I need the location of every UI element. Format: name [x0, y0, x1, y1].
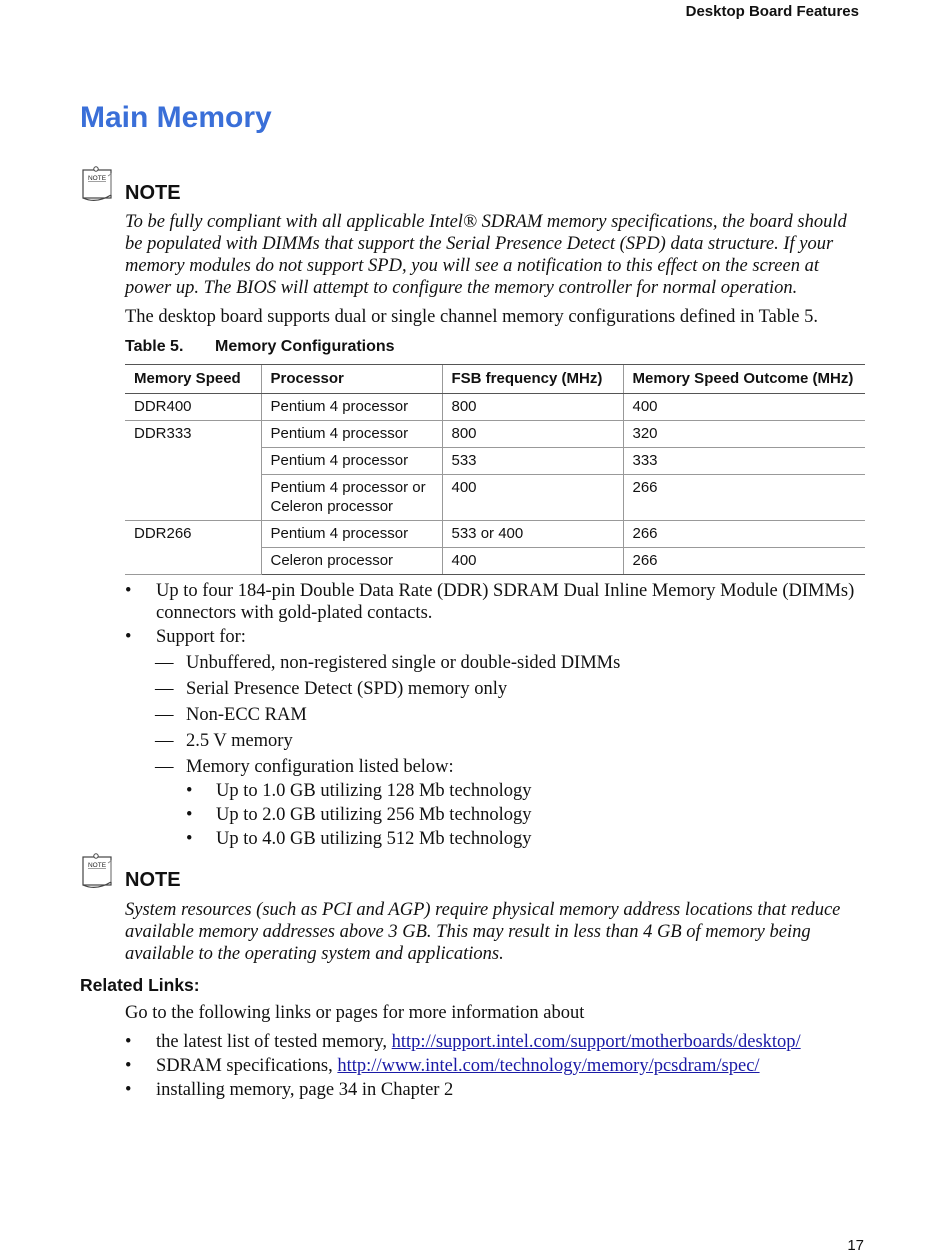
svg-text:NOTE: NOTE — [87, 175, 107, 182]
table-header-row — [125, 365, 865, 394]
table-cell-line: Pentium 4 processor or — [270, 479, 426, 496]
sdram-spec-link[interactable]: http://www.intel.com/technology/memory/pcsdram/spec/ — [337, 1056, 760, 1076]
sub-list-item — [155, 678, 507, 700]
sub-list-item-text: Memory configuration listed below: — [186, 757, 454, 777]
list-item-text: connectors with gold-plated contacts. — [156, 603, 433, 623]
sub-list-item-text: Serial Presence Detect (SPD) memory only — [186, 679, 508, 699]
dash-icon: — — [155, 757, 174, 777]
table-row — [125, 521, 865, 548]
note-line: available memory addresses above 3 GB. This may result in less than 4 GB of memory being — [125, 922, 811, 942]
intro-paragraph: The desktop board supports dual or single channel memory configurations defined in Table 5. — [125, 307, 818, 327]
bullet-icon: • — [125, 581, 132, 601]
related-link-item — [125, 1055, 760, 1077]
related-link-item — [125, 1031, 801, 1053]
list-item-text: Support for: — [156, 627, 246, 647]
sub-list-item-text: Unbuffered, non-registered single or double-sided DIMMs — [186, 653, 621, 673]
table-cell: 333 — [623, 448, 865, 475]
bullet-icon: • — [125, 1032, 132, 1052]
note-icon — [80, 851, 112, 887]
table-cell: 266 — [623, 548, 865, 575]
table-cell: Pentium 4 processor — [261, 394, 442, 421]
sub-sub-list-item — [186, 828, 532, 850]
note-line: To be fully compliant with all applicable Intel® SDRAM memory specifications, the board should — [125, 212, 847, 232]
table-cell: Celeron processor — [261, 548, 442, 575]
sub-list-item — [155, 704, 307, 726]
table-cell: 400 — [442, 548, 623, 575]
sub-sub-list-item — [186, 780, 532, 802]
note-heading: NOTE — [125, 182, 181, 204]
table-cell: 266 — [623, 475, 865, 521]
tested-memory-link[interactable]: http://support.intel.com/support/motherboards/desktop/ — [391, 1032, 801, 1052]
bullet-icon: • — [125, 1080, 132, 1100]
dash-icon: — — [155, 731, 174, 751]
sub-list-item — [155, 730, 293, 752]
page-number: 17 — [847, 1237, 864, 1254]
table-cell: DDR266 — [125, 521, 261, 575]
dash-icon: — — [155, 679, 174, 699]
dash-icon: — — [155, 653, 174, 673]
note-line: power up. The BIOS will attempt to configure the memory controller for normal operation. — [125, 278, 798, 298]
table-caption-title: Memory Configurations — [215, 338, 395, 355]
table-cell: 266 — [623, 521, 865, 548]
page-title: Main Memory — [80, 101, 272, 134]
table-header-cell: FSB frequency (MHz) — [442, 365, 623, 394]
table-row — [125, 421, 865, 448]
table-cell — [261, 475, 442, 521]
table-cell: 800 — [442, 421, 623, 448]
dash-icon: — — [155, 705, 174, 725]
table-header-cell: Memory Speed Outcome (MHz) — [623, 365, 865, 394]
table-caption-number: Table 5. — [125, 338, 184, 355]
list-item-text: Up to four 184-pin Double Data Rate (DDR) SDRAM Dual Inline Memory Module (DIMMs) — [156, 581, 855, 601]
table-cell: DDR400 — [125, 394, 261, 421]
sub-sub-list-item-text: Up to 2.0 GB utilizing 256 Mb technology — [216, 805, 532, 825]
sub-list-item-text: 2.5 V memory — [186, 731, 293, 751]
table-cell-line: Celeron processor — [270, 498, 394, 515]
table-row — [125, 394, 865, 421]
svg-text:NOTE: NOTE — [87, 862, 107, 869]
note-line: available to the operating system and applications. — [125, 944, 504, 964]
note-line: System resources (such as PCI and AGP) require physical memory address locations that reduce — [125, 900, 841, 920]
sub-list-item — [155, 652, 620, 674]
sub-sub-list-item-text: Up to 4.0 GB utilizing 512 Mb technology — [216, 829, 532, 849]
related-link-item — [125, 1079, 453, 1101]
list-item — [125, 626, 246, 648]
related-link-text: SDRAM specifications, — [156, 1056, 338, 1076]
bullet-icon: • — [186, 781, 193, 801]
list-item — [125, 580, 865, 624]
related-link-text: the latest list of tested memory, — [156, 1032, 392, 1052]
table-header-cell: Processor — [261, 365, 442, 394]
bullet-icon: • — [186, 829, 193, 849]
table-cell: 400 — [623, 394, 865, 421]
memory-configurations-table — [125, 364, 865, 575]
note-icon — [80, 164, 112, 200]
table-cell: Pentium 4 processor — [261, 448, 442, 475]
bullet-icon: • — [125, 1056, 132, 1076]
note-line: be populated with DIMMs that support the Serial Presence Detect (SPD) data structure. If your — [125, 234, 834, 254]
sub-sub-list-item-text: Up to 1.0 GB utilizing 128 Mb technology — [216, 781, 532, 801]
table-cell: Pentium 4 processor — [261, 521, 442, 548]
related-link-text: installing memory, page 34 in Chapter 2 — [156, 1080, 454, 1100]
table-header-cell: Memory Speed — [125, 365, 261, 394]
note-body — [125, 211, 865, 299]
note-heading: NOTE — [125, 869, 181, 891]
table-cell: Pentium 4 processor — [261, 421, 442, 448]
table-cell: DDR333 — [125, 421, 261, 521]
table-cell: 533 or 400 — [442, 521, 623, 548]
table-caption — [125, 338, 395, 356]
related-links-intro: Go to the following links or pages for more information about — [125, 1003, 585, 1023]
table-cell: 320 — [623, 421, 865, 448]
note-body — [125, 899, 865, 965]
sub-list-item — [155, 756, 454, 778]
sub-list-item-text: Non-ECC RAM — [186, 705, 307, 725]
table-cell: 400 — [442, 475, 623, 521]
note-line: memory modules do not support SPD, you will see a notification to this effect on the screen at — [125, 256, 819, 276]
table-cell: 800 — [442, 394, 623, 421]
related-links-heading: Related Links: — [80, 975, 200, 995]
sub-sub-list-item — [186, 804, 532, 826]
table-cell: 533 — [442, 448, 623, 475]
running-header: Desktop Board Features — [685, 3, 859, 20]
bullet-icon: • — [186, 805, 193, 825]
bullet-icon: • — [125, 627, 132, 647]
